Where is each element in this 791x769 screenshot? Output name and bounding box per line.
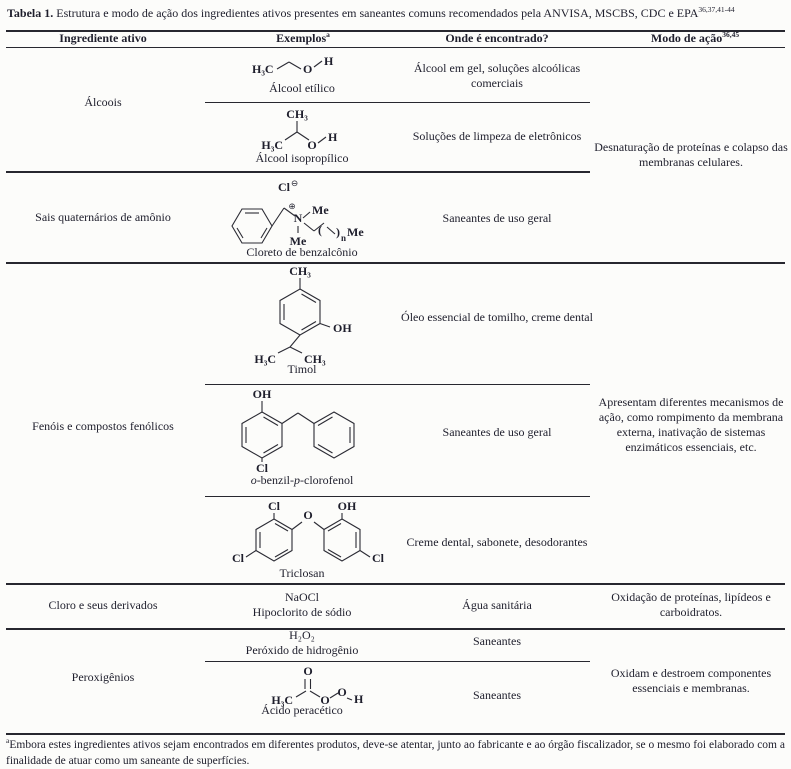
formula-peroxide: H₂O₂ [289,628,315,642]
formula-hypochlorite: NaOCl [285,590,319,604]
compound-name-thymol: Timol [287,362,317,376]
where-peracetic: Saneantes [473,688,521,702]
table-footnote [6,737,785,769]
where-thymol: Óleo essencial de tomilho, creme dental [401,310,593,324]
table-title [7,6,787,21]
table-title-text: Estrutura e modo de ação dos ingredientes ativos presentes em saneantes comuns recomendados pela ANVISA, MSCBS, CDC e EPA [53,6,699,20]
repeat-subscript: n [341,233,347,243]
atom-label: H [354,692,364,706]
atom-label: OH [333,321,352,335]
benzene-ring [242,412,282,458]
ingredient-phenols: Fenóis e compostos fenólicos [32,419,174,433]
atom-label: CH₃ [286,107,308,121]
atom-label: O [303,508,313,522]
rule-peroxide-peracetic [205,661,590,662]
col-header-mode-references: 36,45 [722,30,740,39]
rule-ethanol-isopropanol [205,102,590,103]
col-header-mode-text: Modo de ação [650,31,723,45]
atom-label: H₃C [271,693,293,707]
where-benzalkonium: Saneantes de uso geral [442,211,552,225]
atom-label: CH₃ [304,352,326,366]
where-hypochlorite: Água sanitária [462,598,532,612]
atom-label: O [303,62,313,76]
atom-label: CH₃ [289,264,311,278]
bonds [285,121,326,143]
compound-name-hypochlorite: Hipoclorito de sódio [252,605,352,619]
atom-label: Cl [372,551,384,565]
footnote-text: Embora estes ingredientes ativos sejam encontrados em diferentes produtos, deve-se atentar, junto ao fabricante e ao órgão fiscalizador, se o mesmo foi elaborado com a finalidade de atuar como um saneante de superfícies. [6,739,785,767]
benzene-ring [280,289,320,335]
atom-label: OH [337,500,357,513]
table-title-prefix: Tabela 1. [7,6,54,20]
ingredient-alcohols: Álcoois [84,95,122,109]
atom-label: Cl [256,461,268,475]
where-isopropanol: Soluções de limpeza de eletrônicos [412,129,582,143]
compound-name-peracetic: Ácido peracético [261,703,343,717]
ingredient-peroxygens: Peroxigênios [71,670,135,684]
bracket: ( [318,223,322,237]
negative-charge-icon: ⊖ [291,179,299,189]
rule-quats-phenols [6,262,785,264]
rule-below-header [6,47,785,48]
thymol-structure [240,263,375,371]
table-title-references: 36,37,41-44 [698,5,735,14]
where-ethanol: Álcool em gel, soluções alcoólicas comerciais [413,61,581,90]
mode-chlorine: Oxidação de proteínas, lipídeos e carboidratos. [611,590,771,619]
rule-chlorine-peroxygens [6,628,785,630]
atom-label: H₃C [254,352,276,366]
compound-name-peroxide: Peróxido de hidrogênio [245,643,359,657]
compound-name-ethanol: Álcool etílico [269,81,335,95]
atom-label: OH [252,387,272,401]
rule-phenols-chlorine [6,583,785,585]
atom-label: O [337,685,347,699]
atom-label: H [324,56,334,68]
atom-label: Me [347,225,364,239]
compound-name-triclosan: Triclosan [279,566,325,580]
compound-peroxide [246,628,359,658]
compound-name-benzylchlorophenol [251,473,354,488]
compound-name-benzalkonium: Cloreto de benzalcônio [246,245,358,259]
mode-phenols: Apresentam diferentes mecanismos de ação, como rompimento da membrana externa, inativação de sistemas enzimáticos essenciais, etc. [598,395,784,454]
atom-label: Me [289,234,307,248]
benzene-ring [256,519,292,561]
col-header-ingredient: Ingrediente ativo [59,31,147,45]
compound-name-isopropanol: Álcool isopropílico [255,151,349,165]
name-segment: -clorofenol [300,473,354,487]
compound-hypochlorite [253,590,352,620]
rule-alcohols-quats [6,171,590,173]
ingredient-chlorine: Cloro e seus derivados [48,598,158,612]
atom-label: Cl [232,551,244,565]
name-segment: -benzil- [256,473,294,487]
atom-label: H₃C [252,62,274,76]
isopropanol-structure [250,106,360,154]
benzylchlorophenol-structure [218,386,393,478]
where-triclosan: Creme dental, sabonete, desodorantes [406,535,588,549]
ingredient-quaternary-ammonium: Sais quaternários de amônio [35,210,171,224]
ethanol-structure [250,56,360,82]
atom-label: Me [312,203,329,217]
bonds [277,61,322,69]
atom-label: N [293,211,303,225]
rule-benzyl-triclosan [205,496,590,497]
col-header-examples-text: Exemplos [276,31,327,45]
col-header-examples-note: a [326,30,330,39]
atom-label: Cl [278,180,290,194]
mode-peroxygens: Oxidam e destroem componentes essenciais e membranas. [610,666,772,695]
benzene-ring [324,519,360,561]
positive-charge-icon: ⊕ [288,202,296,212]
atom-label: H [328,130,338,144]
atom-label: O [307,138,317,152]
atom-label: O [303,664,313,678]
atom-label: H₃C [261,138,283,152]
rule-bottom [6,733,785,735]
bracket: ) [336,225,340,239]
where-benzylchlorophenol: Saneantes de uso geral [442,425,552,439]
footnote-marker: a [6,736,10,746]
col-header-where: Onde é encontrado? [445,31,549,45]
benzene-ring [232,209,272,243]
col-header-mode [651,31,739,46]
bonds [246,401,350,462]
atom-label: Cl [268,500,280,513]
bonds [278,278,330,353]
ortho-prefix: o [250,473,257,487]
benzene-ring [314,412,354,458]
rule-thymol-benzyl [205,384,590,385]
col-header-examples [276,31,330,46]
atom-label: O [320,693,330,707]
para-prefix: p [294,473,300,487]
mode-alcohols-quats: Desnaturação de proteínas e colapso das membranas celulares. [594,140,788,169]
where-peroxide: Saneantes [473,634,521,648]
triclosan-structure [218,500,418,570]
